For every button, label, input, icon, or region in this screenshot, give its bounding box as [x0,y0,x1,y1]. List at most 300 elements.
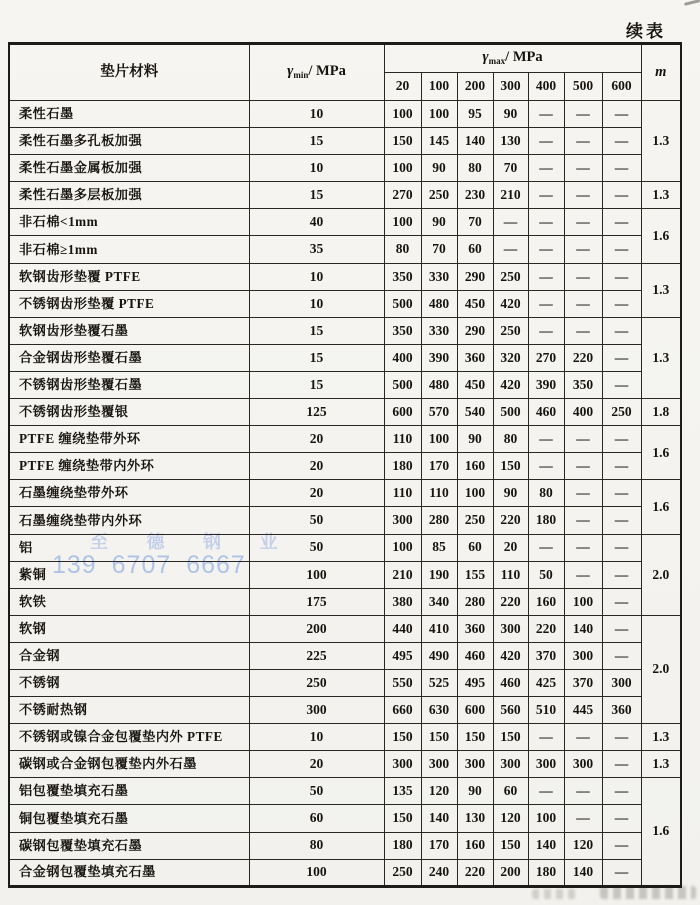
gamma-min-cell: 175 [249,588,384,615]
gamma-min-cell: 20 [249,480,384,507]
gamma-max-cell: 150 [493,724,528,751]
gamma-min-cell: 125 [249,399,384,426]
continued-table-label: 续表 [626,22,666,41]
gamma-max-cell: 445 [564,697,602,724]
gamma-max-cell: 300 [384,751,421,778]
gamma-max-cell: — [602,561,641,588]
gamma-max-cell: — [602,101,641,128]
gamma-max-cell: — [602,209,641,236]
gamma-max-cell: — [564,128,602,155]
gamma-max-cell: 140 [564,615,602,642]
scan-bleed-artifact [532,889,576,899]
gamma-max-cell: — [564,236,602,263]
gamma-min-cell: 60 [249,805,384,832]
gamma-max-cell: 460 [493,669,528,696]
gamma-max-cell: 300 [421,751,457,778]
gamma-max-cell: 70 [421,236,457,263]
gamma-max-cell: 250 [421,182,457,209]
material-cell: 软钢 [9,615,249,642]
gamma-max-cell: 90 [457,426,493,453]
table-row [9,128,681,155]
table-row [9,615,681,642]
gamma-max-cell: 145 [421,128,457,155]
m-cell: 2.0 [641,534,681,615]
material-cell: PTFE 缠绕垫带外环 [9,426,249,453]
gamma-max-cell: 210 [384,561,421,588]
gamma-max-cell: 110 [384,480,421,507]
gamma-max-cell: 100 [384,101,421,128]
table-row [9,263,681,290]
gamma-max-cell: 480 [421,290,457,317]
gamma-max-cell: — [564,480,602,507]
gamma-max-cell: — [602,859,641,886]
gamma-min-cell: 10 [249,155,384,182]
gamma-max-cell: — [602,155,641,182]
m-cell: 1.6 [641,209,681,263]
m-cell: 2.0 [641,615,681,723]
gamma-max-cell: — [528,778,564,805]
gamma-min-cell: 40 [249,209,384,236]
material-cell: 不锈钢齿形垫覆石墨 [9,371,249,398]
gamma-max-cell: 300 [457,751,493,778]
gamma-max-cell: 300 [493,615,528,642]
gamma-max-cell: 250 [493,317,528,344]
gamma-min-cell: 100 [249,859,384,886]
table-row [9,182,681,209]
gamma-max-cell: 90 [493,101,528,128]
gamma-max-cell: 100 [528,805,564,832]
table-row [9,534,681,561]
gamma-max-cell: 155 [457,561,493,588]
gamma-max-cell: — [602,480,641,507]
gamma-max-cell: 380 [384,588,421,615]
gamma-min-cell: 15 [249,128,384,155]
gamma-max-cell: — [528,724,564,751]
table-row [9,453,681,480]
gamma-max-cell: — [602,642,641,669]
gamma-max-cell: 320 [493,344,528,371]
gamma-max-cell: — [564,534,602,561]
table-row [9,290,681,317]
table-row [9,317,681,344]
gamma-max-cell: — [564,182,602,209]
gamma-max-cell: 150 [384,724,421,751]
gamma-max-cell: 300 [528,751,564,778]
m-cell: 1.3 [641,751,681,778]
gamma-max-cell: 135 [384,778,421,805]
gamma-max-cell: 270 [384,182,421,209]
m-cell: 1.3 [641,317,681,398]
gamma-max-cell: 410 [421,615,457,642]
gamma-max-cell: 80 [528,480,564,507]
material-cell: 合金钢 [9,642,249,669]
gamma-max-cell: — [564,101,602,128]
gamma-max-cell: 140 [564,859,602,886]
gamma-max-cell: 300 [602,669,641,696]
watermark-company-text: 至 德 钢 业 [90,532,295,552]
gamma-max-cell: 340 [421,588,457,615]
gamma-max-cell: 80 [384,236,421,263]
gamma-max-cell: 150 [493,832,528,859]
gamma-max-cell: 90 [421,155,457,182]
gamma-max-cell: 570 [421,399,457,426]
gamma-max-cell: 180 [528,859,564,886]
gamma-min-cell: 10 [249,101,384,128]
table-row [9,480,681,507]
gamma-max-cell: 510 [528,697,564,724]
gamma-max-cell: 300 [384,507,421,534]
gamma-min-cell: 225 [249,642,384,669]
temp-column-header-500: 500 [564,73,602,101]
gamma-max-cell: 360 [602,697,641,724]
gamma-max-cell: 100 [421,101,457,128]
gamma-min-cell: 10 [249,263,384,290]
gamma-max-cell: 630 [421,697,457,724]
gamma-max-cell: 60 [493,778,528,805]
gamma-min-cell: 15 [249,182,384,209]
gamma-max-cell: 440 [384,615,421,642]
gamma-max-cell: — [602,263,641,290]
material-cell: 合金钢包覆垫填充石墨 [9,859,249,886]
material-cell: 柔性石墨多层板加强 [9,182,249,209]
gamma-max-cell: 250 [384,859,421,886]
gamma-max-cell: 190 [421,561,457,588]
gamma-symbol: γ [287,63,294,80]
temp-column-header-400: 400 [528,73,564,101]
material-cell: 紫铜 [9,561,249,588]
table-row [9,859,681,886]
gamma-min-cell: 50 [249,507,384,534]
material-cell: 石墨缠绕垫带外环 [9,480,249,507]
gamma-max-cell: 500 [493,399,528,426]
gamma-max-cell: 150 [384,128,421,155]
gamma-max-cell: — [528,534,564,561]
gamma-min-subscript: min [293,70,309,81]
gamma-min-cell: 10 [249,290,384,317]
gamma-max-cell: 200 [493,859,528,886]
table-row [9,832,681,859]
gamma-max-cell: 330 [421,263,457,290]
gamma-max-cell: 600 [384,399,421,426]
gamma-min-cell: 50 [249,534,384,561]
material-cell: PTFE 缠绕垫带内外环 [9,453,249,480]
m-cell: 1.3 [641,724,681,751]
gamma-max-cell: 90 [457,778,493,805]
material-cell: 不锈钢齿形垫覆 PTFE [9,290,249,317]
gasket-pressure-table [8,42,682,888]
gamma-max-cell: 490 [421,642,457,669]
gamma-max-cell: 180 [528,507,564,534]
gamma-max-cell: — [602,724,641,751]
gamma-max-cell: 500 [384,290,421,317]
temp-column-header-20: 20 [384,73,421,101]
gamma-max-cell: 560 [493,697,528,724]
gamma-max-cell: — [564,155,602,182]
m-cell: 1.6 [641,778,681,886]
gamma-max-cell: 110 [384,426,421,453]
table-row [9,507,681,534]
table-row [9,805,681,832]
gamma-max-cell: 420 [493,290,528,317]
gamma-max-cell: 280 [457,588,493,615]
material-cell: 非石棉≥1mm [9,236,249,263]
m-cell: 1.3 [641,263,681,317]
gamma-min-cell: 100 [249,561,384,588]
gamma-max-subscript: max [488,56,506,67]
gamma-max-cell: — [564,263,602,290]
gamma-max-cell: 120 [564,832,602,859]
temp-column-header-600: 600 [602,73,641,101]
gamma-max-cell: 360 [457,615,493,642]
gamma-max-cell: 160 [528,588,564,615]
gamma-max-cell: — [528,426,564,453]
gamma-max-cell: — [602,344,641,371]
gamma-max-cell: 250 [493,263,528,290]
scan-bleed-artifact [600,886,696,899]
m-cell: 1.3 [641,182,681,209]
temp-column-header-300: 300 [493,73,528,101]
gamma-max-cell: 110 [493,561,528,588]
gamma-max-cell: 370 [564,669,602,696]
gamma-max-cell: 350 [384,317,421,344]
gamma-max-cell: 495 [384,642,421,669]
table-row [9,588,681,615]
table-row [9,209,681,236]
gamma-max-cell: 390 [421,344,457,371]
gamma-max-cell: 300 [564,751,602,778]
gamma-max-cell: 150 [493,453,528,480]
gamma-max-cell: — [493,236,528,263]
gamma-max-cell: 290 [457,317,493,344]
gamma-max-cell: 390 [528,371,564,398]
gamma-max-cell: — [528,155,564,182]
gamma-max-cell: 60 [457,534,493,561]
gamma-max-cell: 420 [493,642,528,669]
gamma-max-cell: — [528,290,564,317]
material-cell: 柔性石墨多孔板加强 [9,128,249,155]
table-row [9,561,681,588]
gamma-max-cell: — [602,453,641,480]
material-cell: 软铁 [9,588,249,615]
m-cell: 1.3 [641,101,681,182]
table-row [9,642,681,669]
gamma-max-cell: 130 [457,805,493,832]
gamma-max-cell: 80 [493,426,528,453]
gamma-max-cell: 85 [421,534,457,561]
gamma-max-cell: 95 [457,101,493,128]
gamma-max-cell: — [602,805,641,832]
gamma-min-cell: 35 [249,236,384,263]
gamma-max-cell: — [602,317,641,344]
gamma-max-cell: — [602,507,641,534]
gamma-max-cell: 110 [421,480,457,507]
table-row [9,399,681,426]
temp-column-header-100: 100 [421,73,457,101]
material-cell: 铝包覆垫填充石墨 [9,778,249,805]
gamma-max-cell: 100 [384,534,421,561]
gamma-max-cell: — [564,290,602,317]
gamma-max-cell: 400 [564,399,602,426]
table-row [9,236,681,263]
gamma-max-cell: — [564,778,602,805]
gamma-max-cell: — [493,209,528,236]
gamma-max-cell: 20 [493,534,528,561]
gamma-max-cell: — [602,534,641,561]
gamma-max-group-header [384,44,641,73]
gamma-max-cell: — [564,426,602,453]
gamma-max-cell: 220 [457,859,493,886]
gamma-max-cell: 120 [493,805,528,832]
gamma-max-cell: — [602,615,641,642]
watermark-phone-text: 139 6707 6667 [52,551,246,579]
gamma-max-cell: 100 [421,426,457,453]
gamma-max-cell: 100 [384,155,421,182]
gamma-max-cell: 100 [457,480,493,507]
material-cell: 石墨缠绕垫带内外环 [9,507,249,534]
material-cell: 铜包覆垫填充石墨 [9,805,249,832]
gamma-max-cell: 660 [384,697,421,724]
gamma-max-cell: 495 [457,669,493,696]
gamma-max-cell: 450 [457,371,493,398]
gamma-max-cell: — [564,805,602,832]
gamma-min-cell: 20 [249,426,384,453]
m-cell: 1.6 [641,480,681,534]
gamma-max-cell: 220 [528,615,564,642]
table-body [9,101,681,887]
gamma-max-cell: 150 [421,724,457,751]
gamma-max-cell: 150 [457,724,493,751]
material-cell: 碳钢或合金钢包覆垫内外石墨 [9,751,249,778]
gamma-max-cell: 300 [493,751,528,778]
gamma-max-cell: — [602,128,641,155]
material-cell: 不锈钢或镍合金包覆垫内外 PTFE [9,724,249,751]
gamma-symbol: γ [482,49,489,66]
material-cell: 软钢齿形垫覆 PTFE [9,263,249,290]
scan-corner-artifact [684,0,700,5]
gamma-max-cell: 370 [528,642,564,669]
material-cell: 碳钢包覆垫填充石墨 [9,832,249,859]
gamma-max-cell: — [528,453,564,480]
gamma-max-cell: — [528,128,564,155]
gamma-max-cell: 100 [564,588,602,615]
gamma-max-cell: 250 [602,399,641,426]
gamma-max-cell: 80 [457,155,493,182]
gamma-max-cell: — [602,588,641,615]
gamma-max-cell: 160 [457,832,493,859]
gamma-min-cell: 200 [249,615,384,642]
table-row [9,426,681,453]
gamma-max-cell: — [602,290,641,317]
gamma-max-cell: — [528,236,564,263]
gamma-max-cell: 140 [457,128,493,155]
gamma-max-cell: — [602,832,641,859]
gamma-max-cell: — [602,371,641,398]
gamma-max-cell: 360 [457,344,493,371]
table-row [9,101,681,128]
table-row [9,751,681,778]
gamma-max-cell: 540 [457,399,493,426]
gamma-max-cell: 130 [493,128,528,155]
gamma-max-cell: — [602,778,641,805]
gamma-max-cell: 400 [384,344,421,371]
gamma-max-cell: 50 [528,561,564,588]
gamma-max-cell: 480 [421,371,457,398]
m-cell: 1.8 [641,399,681,426]
gamma-max-cell: — [564,453,602,480]
gamma-max-cell: 550 [384,669,421,696]
gamma-max-cell: 70 [493,155,528,182]
material-cell: 铝 [9,534,249,561]
gamma-min-unit: / MPa [308,63,346,80]
gamma-max-cell: 460 [528,399,564,426]
gamma-max-unit: / MPa [505,49,543,66]
material-cell: 不锈钢 [9,669,249,696]
gamma-max-cell: 60 [457,236,493,263]
gamma-max-cell: 180 [384,832,421,859]
gamma-min-cell: 80 [249,832,384,859]
gamma-max-cell: 270 [528,344,564,371]
gamma-max-cell: 140 [421,805,457,832]
gamma-max-cell: 160 [457,453,493,480]
gamma-max-cell: 120 [421,778,457,805]
gamma-max-cell: — [564,317,602,344]
gamma-max-cell: 420 [493,371,528,398]
gamma-max-cell: 300 [564,642,602,669]
gamma-max-cell: 290 [457,263,493,290]
gamma-max-cell: 180 [384,453,421,480]
table-row [9,155,681,182]
gamma-max-cell: 220 [493,588,528,615]
material-cell: 不锈耐热钢 [9,697,249,724]
material-cell: 非石棉<1mm [9,209,249,236]
gamma-max-cell: 90 [421,209,457,236]
gamma-min-cell: 15 [249,317,384,344]
gamma-min-cell: 15 [249,371,384,398]
gamma-min-cell: 300 [249,697,384,724]
gamma-max-cell: 70 [457,209,493,236]
gamma-max-cell: 170 [421,453,457,480]
material-cell: 柔性石墨 [9,101,249,128]
gamma-max-cell: — [602,426,641,453]
material-cell: 软钢齿形垫覆石墨 [9,317,249,344]
m-column-header: m [641,44,681,101]
temp-column-header-200: 200 [457,73,493,101]
gamma-max-cell: — [602,751,641,778]
gamma-max-cell: 350 [564,371,602,398]
gamma-max-cell: — [564,724,602,751]
gamma-max-cell: — [564,209,602,236]
gamma-max-cell: — [602,236,641,263]
gamma-min-cell: 50 [249,778,384,805]
gamma-max-cell: 500 [384,371,421,398]
gamma-min-cell: 250 [249,669,384,696]
gamma-max-cell: — [528,263,564,290]
table-row [9,344,681,371]
gamma-max-cell: 100 [384,209,421,236]
gamma-max-cell: 150 [384,805,421,832]
gamma-min-cell: 20 [249,751,384,778]
gamma-max-cell: — [528,209,564,236]
material-column-header: 垫片材料 [9,44,249,101]
gamma-max-cell: 210 [493,182,528,209]
gamma-max-cell: 220 [493,507,528,534]
gamma-min-cell: 20 [249,453,384,480]
table-header [9,44,681,101]
gamma-max-cell: 600 [457,697,493,724]
gamma-max-cell: — [564,507,602,534]
table-row [9,669,681,696]
gamma-max-cell: 280 [421,507,457,534]
